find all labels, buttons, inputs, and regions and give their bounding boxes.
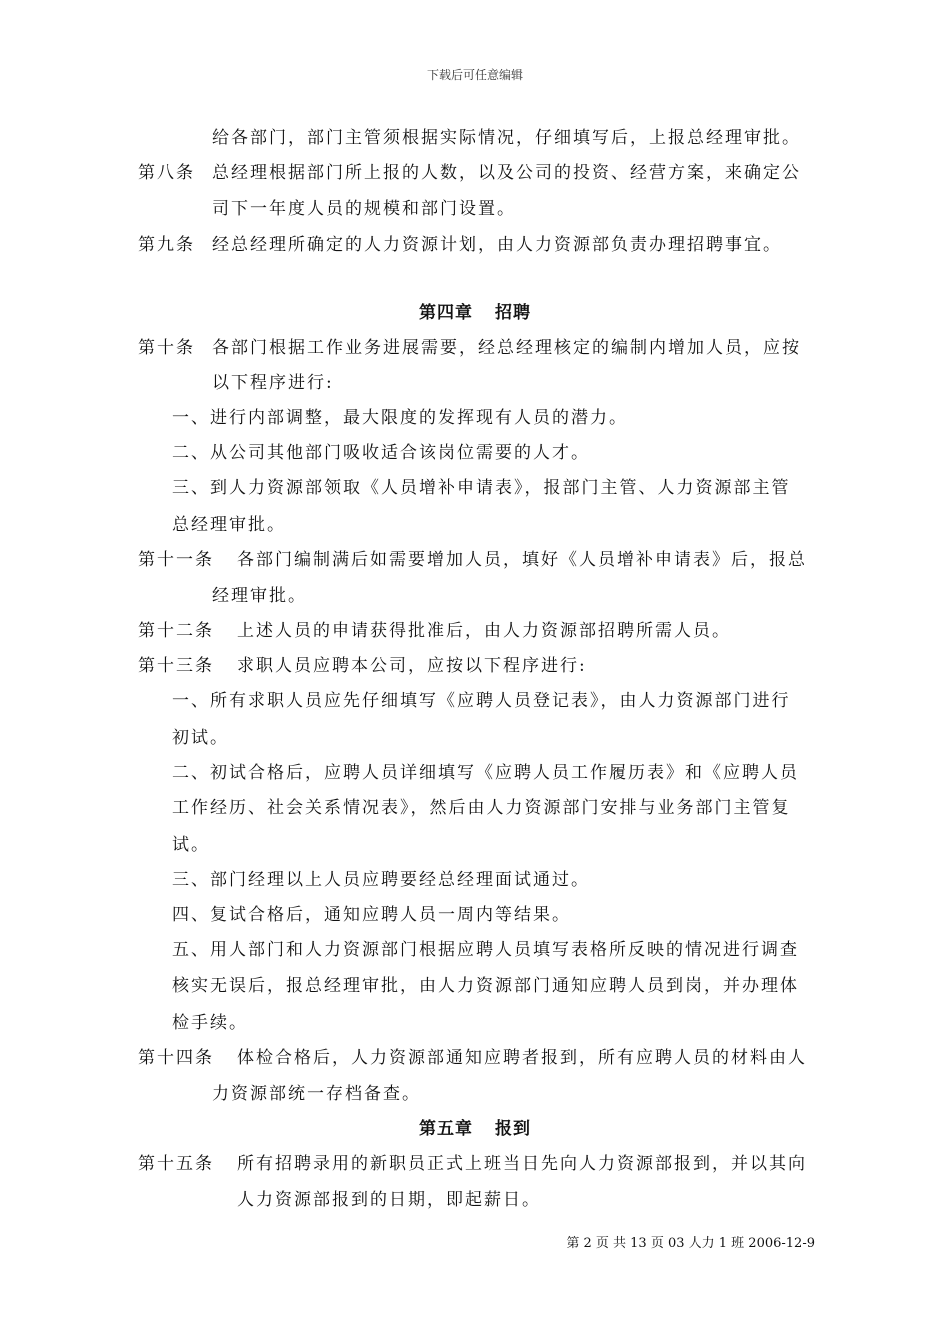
list-item: 一、所有求职人员应先仔细填写《应聘人员登记表》，由人力资源部门进行	[172, 691, 791, 711]
page-footer: 第 2 页 共 13 页 03 人力 1 班 2006-12-9	[566, 1236, 815, 1251]
list-item: 二、初试合格后，应聘人员详细填写《应聘人员工作履历表》和《应聘人员	[172, 763, 799, 783]
list-item: 五、用人部门和人力资源部门根据应聘人员填写表格所反映的情况进行调查	[172, 940, 799, 960]
article-number: 第十条	[138, 338, 195, 358]
text-line: 司下一年度人员的规模和部门设置。	[212, 199, 516, 219]
text-line: 力资源部统一存档备查。	[212, 1084, 421, 1104]
article-10: 第十条 各部门根据工作业务进展需要，经总经理核定的编制内增加人员，应按	[138, 338, 801, 358]
article-14: 第十四条 体检合格后，人力资源部通知应聘者报到，所有应聘人员的材料由人	[138, 1048, 807, 1068]
text-line: 人力资源部报到的日期，即起薪日。	[237, 1190, 541, 1210]
text-line: 总经理审批。	[172, 515, 286, 535]
article-8: 第八条 总经理根据部门所上报的人数，以及公司的投资、经营方案，来确定公	[138, 163, 801, 183]
article-number: 第八条	[138, 163, 195, 183]
article-number: 第十五条	[138, 1154, 214, 1174]
list-item: 三、部门经理以上人员应聘要经总经理面试通过。	[172, 870, 590, 890]
article-13: 第十三条 求职人员应聘本公司，应按以下程序进行:	[138, 656, 587, 676]
text-line: 经理审批。	[212, 586, 307, 606]
chapter-heading-4: 第四章 招聘	[419, 303, 531, 323]
article-number: 第十二条	[138, 621, 214, 641]
article-number: 第十三条	[138, 656, 214, 676]
text-line: 初试。	[172, 728, 229, 748]
article-12: 第十二条 上述人员的申请获得批准后，由人力资源部招聘所需人员。	[138, 621, 731, 641]
text-line: 核实无误后，报总经理审批，由人力资源部门通知应聘人员到岗，并办理体	[172, 976, 799, 996]
article-number: 第十一条	[138, 550, 214, 570]
text-line: 工作经历、社会关系情况表》，然后由人力资源部门安排与业务部门主管复	[172, 798, 791, 818]
article-11: 第十一条 各部门编制满后如需要增加人员，填好《人员增补申请表》后，报总	[138, 550, 807, 570]
list-item: 四、复试合格后，通知应聘人员一周内等结果。	[172, 905, 571, 925]
text-line: 检手续。	[172, 1013, 248, 1033]
article-9: 第九条 经总经理所确定的人力资源计划，由人力资源部负责办理招聘事宜。	[138, 235, 782, 255]
page-header: 下载后可任意编辑	[426, 68, 523, 82]
article-15: 第十五条 所有招聘录用的新职员正式上班当日先向人力资源部报到，并以其向	[138, 1154, 807, 1174]
article-number: 第十四条	[138, 1048, 214, 1068]
text-line: 给各部门，部门主管须根据实际情况，仔细填写后，上报总经理审批。	[212, 128, 801, 148]
chapter-heading-5: 第五章 报到	[419, 1119, 531, 1139]
list-item: 三、到人力资源部领取《人员增补申请表》，报部门主管、人力资源部主管	[172, 478, 791, 498]
list-item: 二、从公司其他部门吸收适合该岗位需要的人才。	[172, 443, 590, 463]
text-line: 以下程序进行:	[212, 373, 334, 393]
article-number: 第九条	[138, 235, 195, 255]
list-item: 一、进行内部调整，最大限度的发挥现有人员的潜力。	[172, 408, 628, 428]
text-line: 试。	[172, 835, 210, 855]
